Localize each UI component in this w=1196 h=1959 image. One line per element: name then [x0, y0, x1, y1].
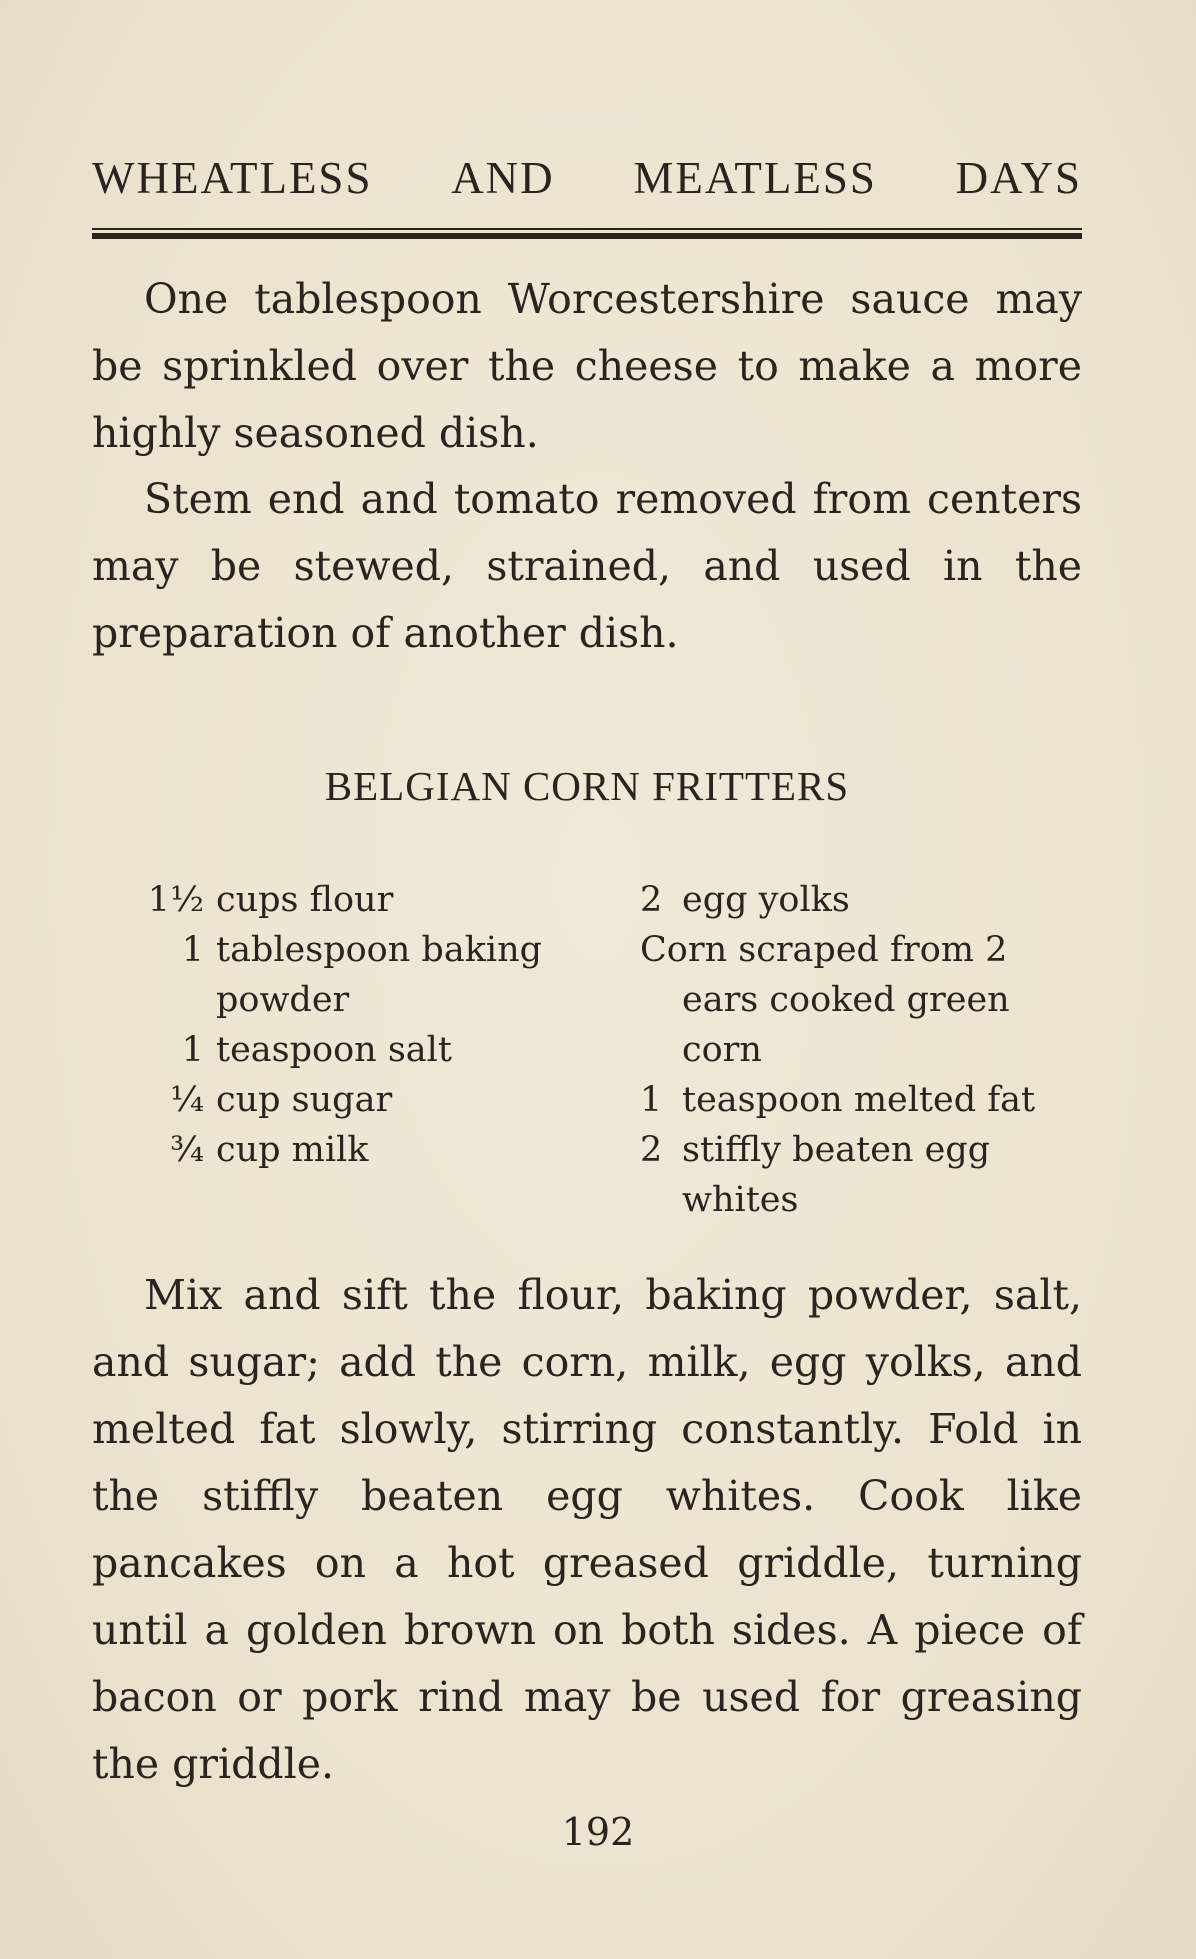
ingredient-item: [640, 875, 1092, 925]
header-rule-thin: [92, 228, 1082, 230]
ingredient-item: [140, 925, 580, 1025]
paragraph-method: Mix and sift the flour, baking powder, salt, and sugar; add the corn, milk, egg yolks, and melted fat slowly, stirring constantly. Fold in the stiffly beaten egg whites. Cook like pancakes on a hot greased griddle, turning until a golden brown on both sides. A piece of bacon or pork rind may be used for greasing the griddle.: [92, 1271, 1082, 1788]
ingredient-quantity: 2: [640, 1130, 663, 1170]
ingredient-quantity: 1: [640, 1080, 663, 1120]
running-head-word: MEATLESS: [633, 153, 877, 203]
running-head-word: WHEATLESS: [92, 153, 373, 203]
running-head-word: DAYS: [955, 153, 1082, 203]
ingredient-item: [140, 875, 580, 925]
ingredient-quantity: 1: [181, 930, 204, 970]
ingredient-quantity: ¼: [170, 1080, 204, 1120]
ingredient-quantity: 1: [181, 1030, 204, 1070]
ingredient-item: [640, 925, 1092, 1075]
paragraph-stem-end: Stem end and tomato removed from centers may be stewed, strained, and used in the preparation of another dish.: [92, 475, 1082, 657]
ingredient-text: teaspoon salt: [216, 1030, 452, 1070]
header-rule-thick: [92, 233, 1082, 239]
ingredient-quantity: ¾: [170, 1130, 204, 1170]
ingredient-item: [640, 1125, 1092, 1225]
ingredient-text: cup sugar: [216, 1080, 393, 1120]
ingredient-list-right: [640, 875, 1092, 1225]
ingredient-quantity: 1½: [147, 880, 204, 920]
ingredient-text: stiffly beaten egg whites: [682, 1130, 991, 1220]
ingredient-item: [640, 1075, 1092, 1125]
ingredient-list-left: [140, 875, 580, 1175]
ingredient-item: [140, 1075, 580, 1125]
ingredient-item: [140, 1025, 580, 1075]
page-number: 192: [561, 1810, 635, 1854]
ingredient-text: cup milk: [216, 1130, 369, 1170]
paragraph-worcestershire: One tablespoon Worcestershire sauce may be sprinkled over the cheese to make a more highly seasoned dish.: [92, 275, 1082, 457]
running-head-word: AND: [451, 153, 555, 203]
ingredient-text: cups flour: [216, 880, 394, 920]
ingredient-text: egg yolks: [682, 880, 850, 920]
ingredient-quantity: 2: [640, 880, 663, 920]
ingredient-text: Corn scraped from 2 ears cooked green corn: [640, 930, 1010, 1070]
running-head: [92, 153, 1082, 203]
ingredient-text: teaspoon melted fat: [682, 1080, 1036, 1120]
ingredient-item: [140, 1125, 580, 1175]
recipe-title: BELGIAN CORN FRITTERS: [324, 763, 850, 809]
ingredient-text: tablespoon baking powder: [216, 930, 543, 1020]
